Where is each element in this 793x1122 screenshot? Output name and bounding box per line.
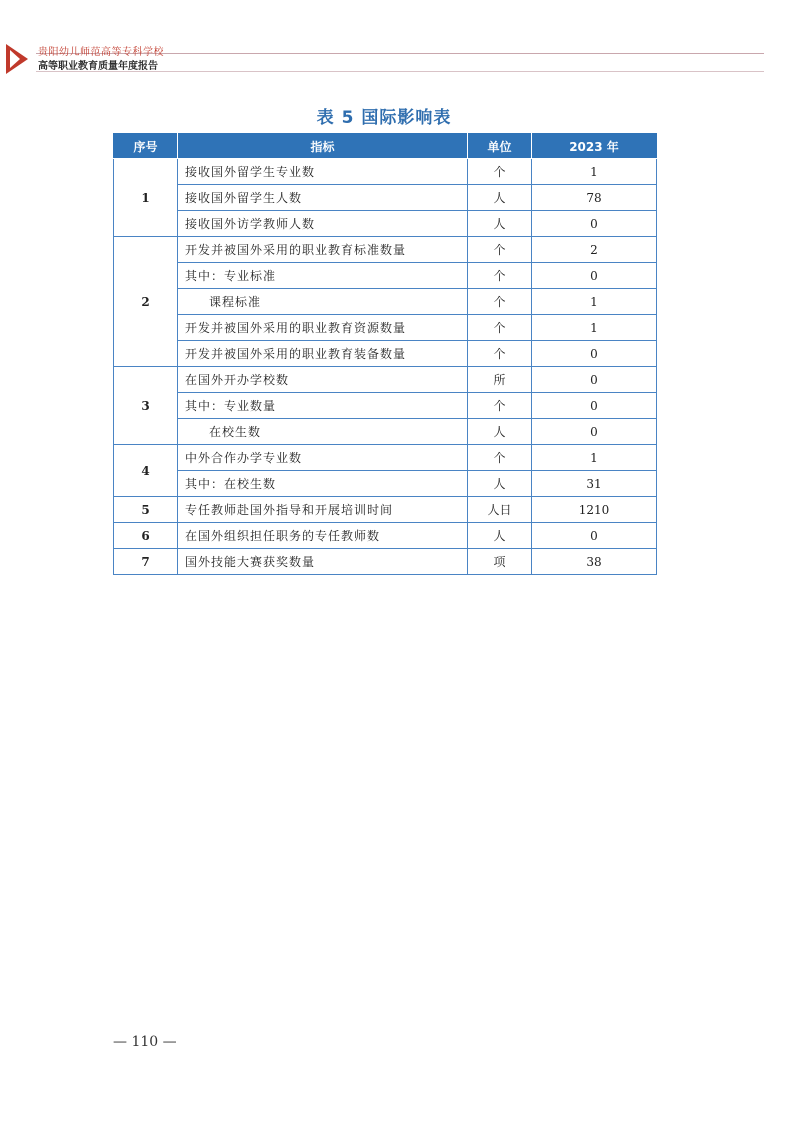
unit-cell: 人 — [468, 211, 532, 237]
indicator-cell: 在国外组织担任职务的专任教师数 — [178, 523, 468, 549]
indicator-cell: 开发并被国外采用的职业教育资源数量 — [178, 315, 468, 341]
table-row — [114, 419, 657, 445]
column-header-unit: 单位 — [468, 134, 532, 159]
indicator-cell: 其中：在校生数 — [178, 471, 468, 497]
table-row — [114, 367, 657, 393]
indicator-cell: 接收国外访学教师人数 — [178, 211, 468, 237]
value-cell: 0 — [532, 263, 657, 289]
school-logo-mark — [4, 42, 34, 76]
table-row — [114, 497, 657, 523]
value-cell: 0 — [532, 341, 657, 367]
unit-cell: 个 — [468, 445, 532, 471]
table-row — [114, 185, 657, 211]
indicator-cell: 接收国外留学生专业数 — [178, 159, 468, 185]
unit-cell: 所 — [468, 367, 532, 393]
indicator-cell: 其中：专业标准 — [178, 263, 468, 289]
seq-cell: 4 — [114, 445, 178, 497]
unit-cell: 个 — [468, 315, 532, 341]
seq-cell: 6 — [114, 523, 178, 549]
unit-cell: 个 — [468, 289, 532, 315]
unit-cell: 个 — [468, 341, 532, 367]
report-name: 高等职业教育质量年度报告 — [38, 61, 158, 72]
indicator-cell: 接收国外留学生人数 — [178, 185, 468, 211]
indicator-cell: 其中：专业数量 — [178, 393, 468, 419]
unit-cell: 个 — [468, 159, 532, 185]
page-header — [0, 38, 793, 78]
seq-cell: 3 — [114, 367, 178, 445]
seq-cell: 1 — [114, 159, 178, 237]
seq-cell: 2 — [114, 237, 178, 367]
unit-cell: 人 — [468, 185, 532, 211]
value-cell: 38 — [532, 549, 657, 575]
page-number: — 110 — — [113, 1034, 177, 1050]
international-influence-table — [113, 133, 657, 575]
value-cell: 0 — [532, 211, 657, 237]
table-row — [114, 289, 657, 315]
indicator-cell: 专任教师赴国外指导和开展培训时间 — [178, 497, 468, 523]
value-cell: 1210 — [532, 497, 657, 523]
column-header-indicator: 指标 — [178, 134, 468, 159]
value-cell: 31 — [532, 471, 657, 497]
unit-cell: 个 — [468, 393, 532, 419]
table-row — [114, 211, 657, 237]
value-cell: 0 — [532, 367, 657, 393]
table-header-row — [114, 134, 657, 159]
table-row — [114, 315, 657, 341]
seq-cell: 5 — [114, 497, 178, 523]
indicator-cell: 在校生数 — [178, 419, 468, 445]
value-cell: 0 — [532, 393, 657, 419]
unit-cell: 人 — [468, 471, 532, 497]
value-cell: 2 — [532, 237, 657, 263]
table-row — [114, 393, 657, 419]
indicator-cell: 开发并被国外采用的职业教育标准数量 — [178, 237, 468, 263]
unit-cell: 个 — [468, 237, 532, 263]
indicator-cell: 国外技能大赛获奖数量 — [178, 549, 468, 575]
table-row — [114, 471, 657, 497]
unit-cell: 人日 — [468, 497, 532, 523]
table-title: 表 5 国际影响表 — [316, 108, 452, 128]
column-header-year: 2023 年 — [532, 134, 657, 159]
indicator-cell: 开发并被国外采用的职业教育装备数量 — [178, 341, 468, 367]
table-row — [114, 237, 657, 263]
column-header-seq: 序号 — [114, 134, 178, 159]
value-cell: 0 — [532, 419, 657, 445]
unit-cell: 个 — [468, 263, 532, 289]
table-row — [114, 341, 657, 367]
indicator-cell: 课程标准 — [178, 289, 468, 315]
unit-cell: 人 — [468, 419, 532, 445]
table-row — [114, 549, 657, 575]
value-cell: 1 — [532, 445, 657, 471]
seq-cell: 7 — [114, 549, 178, 575]
value-cell: 0 — [532, 523, 657, 549]
indicator-cell: 在国外开办学校数 — [178, 367, 468, 393]
value-cell: 1 — [532, 159, 657, 185]
table-row — [114, 159, 657, 185]
unit-cell: 人 — [468, 523, 532, 549]
value-cell: 78 — [532, 185, 657, 211]
school-name: 贵阳幼儿师范高等专科学校 — [38, 47, 164, 58]
table-row — [114, 263, 657, 289]
unit-cell: 项 — [468, 549, 532, 575]
indicator-cell: 中外合作办学专业数 — [178, 445, 468, 471]
value-cell: 1 — [532, 289, 657, 315]
value-cell: 1 — [532, 315, 657, 341]
table-row — [114, 445, 657, 471]
table-row — [114, 523, 657, 549]
